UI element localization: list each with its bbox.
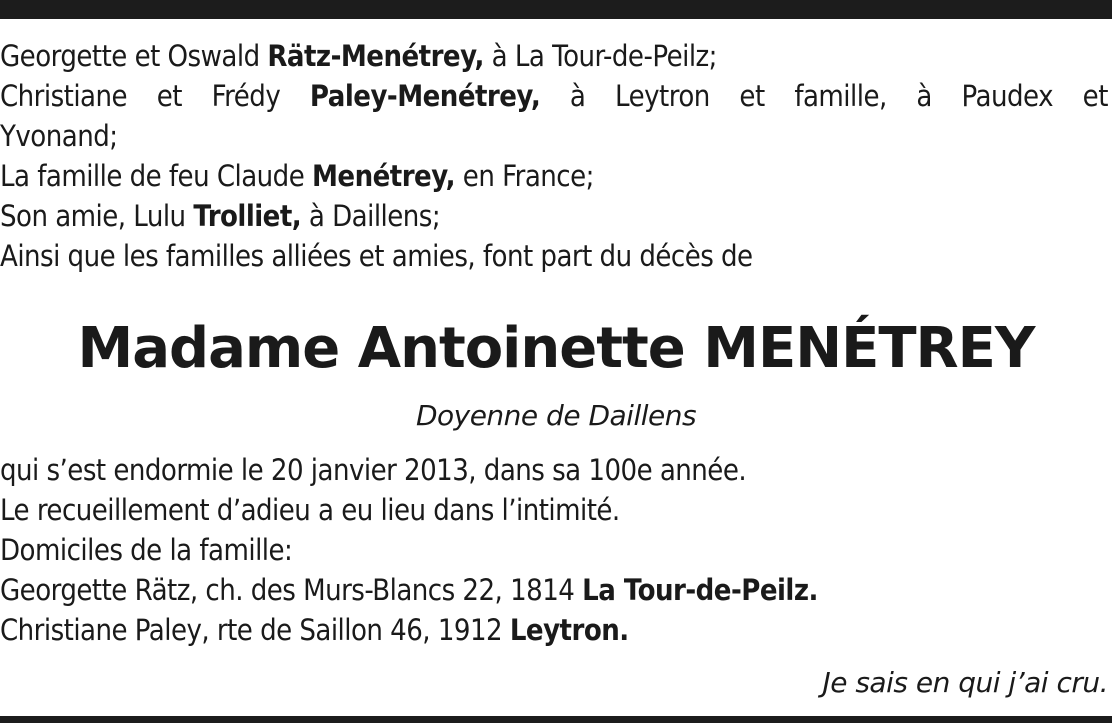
top-border (0, 0, 1112, 19)
word: Christiane (0, 79, 128, 113)
intro-text: à Daillens; (301, 199, 441, 233)
bottom-border (0, 716, 1112, 723)
intro-text: Georgette et Oswald (0, 39, 268, 73)
intro-line-4 (0, 156, 1108, 196)
body-line-2 (0, 490, 1108, 530)
deceased-subtitle: Doyenne de Daillens (415, 399, 697, 432)
body-line-5 (0, 610, 1108, 650)
body-text: Le recueillement d’adieu a eu lieu dans l’intimité. (0, 493, 620, 527)
address-text: Georgette Rätz, ch. des Murs-Blancs 22, 1814 (0, 573, 583, 607)
intro-text: en France; (455, 159, 594, 193)
word: à (569, 79, 586, 113)
word: Frédy (211, 79, 281, 113)
family-name: Paley-Menétrey, (309, 79, 541, 113)
family-name: Rätz-Menétrey, (267, 39, 484, 73)
word: et (1082, 79, 1108, 113)
deceased-name: Madame Antoinette MENÉTREY (77, 316, 1035, 381)
intro-text: Yvonand; (0, 119, 118, 153)
intro-text: à La Tour-de-Peilz; (483, 39, 717, 73)
body-line-4 (0, 570, 1108, 610)
intro-text: Son amie, Lulu (0, 199, 194, 233)
word: famille, (794, 79, 887, 113)
family-name: Trolliet, (193, 199, 302, 233)
word: Paudex (961, 79, 1053, 113)
intro-line-6 (0, 236, 1108, 276)
body-line-1 (0, 450, 1108, 490)
family-name: Menétrey, (311, 159, 456, 193)
intro-line-3 (0, 116, 1108, 156)
body-line-3 (0, 530, 1108, 570)
body-text: Domiciles de la famille: (0, 533, 293, 567)
intro-line-2 (0, 76, 1108, 116)
intro-text: Ainsi que les familles alliées et amies, font part du décès de (0, 239, 753, 273)
announcement-body (0, 450, 1108, 650)
intro-line-5 (0, 196, 1108, 236)
intro-line-1 (0, 36, 1108, 76)
word: et (156, 79, 182, 113)
address-city: Leytron. (509, 613, 629, 647)
address-city: La Tour-de-Peilz. (582, 573, 818, 607)
family-announcement (0, 36, 1108, 276)
motto: Je sais en qui j’ai cru. (822, 666, 1108, 699)
body-text: qui s’est endormie le 20 janvier 2013, dans sa 100e année. (0, 453, 747, 487)
address-text: Christiane Paley, rte de Saillon 46, 1912 (0, 613, 510, 647)
intro-text: La famille de feu Claude (0, 159, 312, 193)
word: Leytron (615, 79, 710, 113)
word: à (916, 79, 932, 113)
word: et (739, 79, 765, 113)
